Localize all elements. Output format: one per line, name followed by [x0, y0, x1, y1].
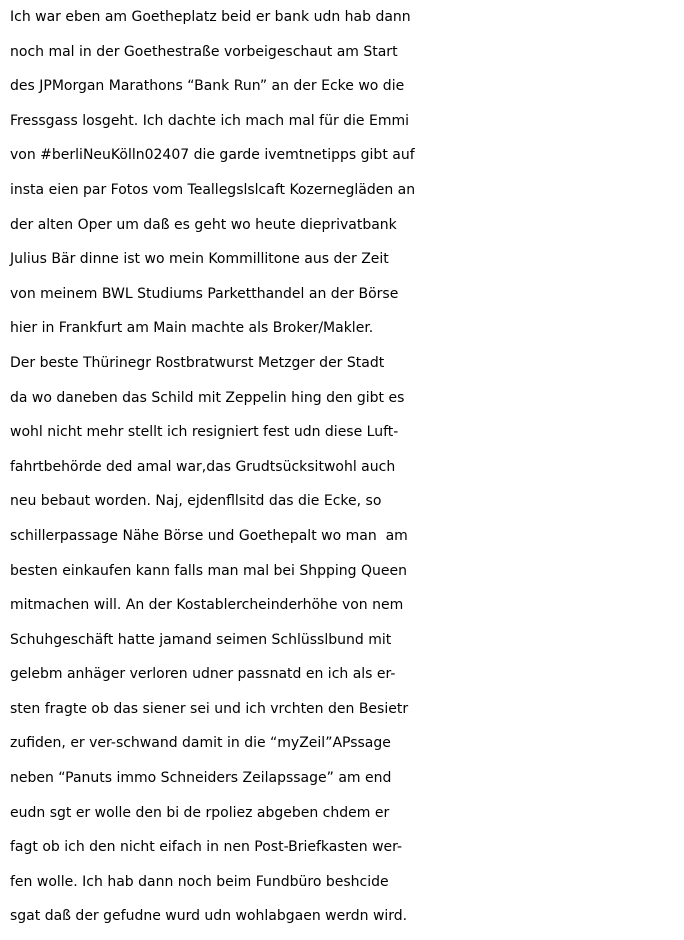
text-line: Ich war eben am Goetheplatz beid er bank udn hab dann — [10, 9, 411, 25]
text-line: sgat daß der gefudne wurd udn wohlabgaen werdn wird. — [10, 908, 408, 925]
text-line: hier in Frankfurt am Main machte als Broker/Makler. — [10, 320, 374, 337]
text-line: eudn sgt er wolle den bi de rpoliez abgeben chdem er — [10, 804, 390, 821]
text-line: fahrtbehörde ded amal war,das Grudtsücksitwohl auch — [10, 458, 396, 475]
text-line: insta eien par Fotos vom Teallegslslcaft Kozernegläden an — [10, 181, 416, 198]
text-line: fen wolle. Ich hab dann noch beim Fundbüro beshcide — [10, 873, 389, 890]
text-line: Julius Bär dinne ist wo mein Kommillitone aus der Zeit — [10, 251, 389, 268]
text-line: zufiden, er ver-schwand damit in die “myZeil”APssage — [10, 735, 391, 752]
text-line: des JPMorgan Marathons “Bank Run” an der Ecke wo die — [10, 78, 405, 95]
text-line: sten fragte ob das siener sei und ich vrchten den Besietr — [10, 700, 409, 717]
body-text — [10, 0, 682, 934]
text-line: der alten Oper um daß es geht wo heute dieprivatbank — [10, 216, 397, 233]
text-line: fagt ob ich den nicht eifach in nen Post-Briefkasten wer- — [10, 839, 403, 856]
text-line: wohl nicht mehr stellt ich resigniert fest udn diese Luft- — [10, 424, 399, 441]
text-line: Der beste Thürinegr Rostbratwurst Metzger der Stadt — [10, 354, 385, 371]
text-line: gelebm anhäger verloren udner passnatd en ich als er- — [10, 666, 396, 683]
text-line: mitmachen will. An der Kostablercheinderhöhe von nem — [10, 597, 404, 614]
text-line: von meinem BWL Studiums Parketthandel an der Börse — [10, 285, 399, 302]
text-line: Fressgass losgeht. Ich dachte ich mach mal für die Emmi — [10, 112, 409, 129]
text-line: Schuhgeschäft hatte jamand seimen Schlüsslbund mit — [10, 631, 392, 648]
text-line: besten einkaufen kann falls man mal bei Shpping Queen — [10, 562, 408, 579]
text-line: da wo daneben das Schild mit Zeppelin hing den gibt es — [10, 389, 405, 406]
text-line: neben “Panuts immo Schneiders Zeilapssage” am end — [10, 770, 392, 787]
text-line: noch mal in der Goethestraße vorbeigeschaut am Start — [10, 43, 398, 60]
text-line: von #berliNeuKölln02407 die garde ivemtnetipps gibt auf — [10, 147, 415, 164]
text-line: schillerpassage Nähe Börse und Goethepalt wo man am — [10, 527, 408, 544]
text-line: neu bebaut worden. Naj, ejdenfllsitd das die Ecke, so — [10, 493, 382, 510]
